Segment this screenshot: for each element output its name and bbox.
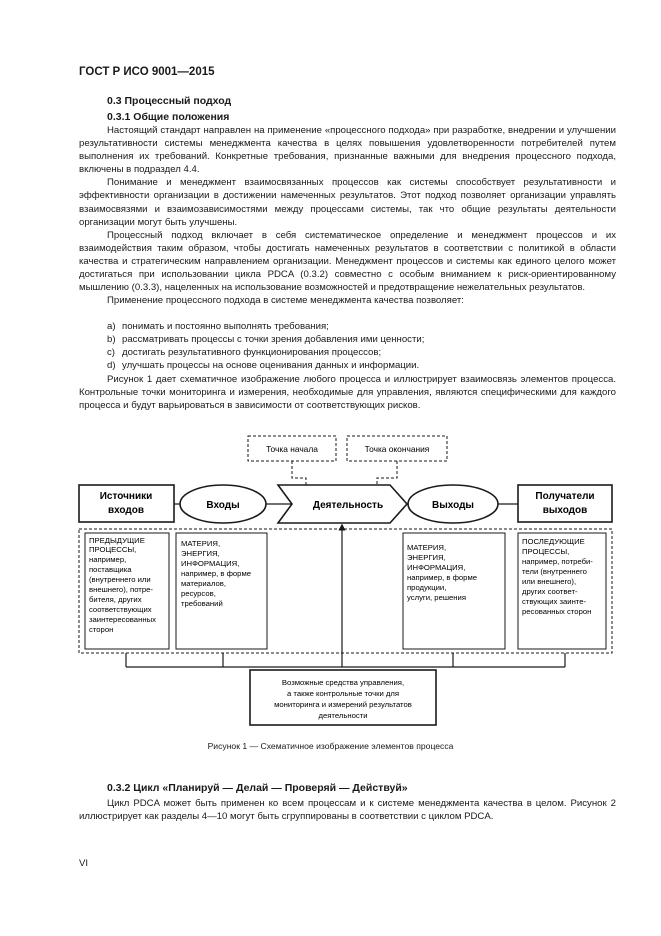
svg-text:ствующих заинте-: ствующих заинте- [522,597,587,606]
svg-text:МАТЕРИЯ,: МАТЕРИЯ, [407,543,447,552]
list-item: a) понимать и постоянно выполнять требования; [107,321,329,332]
svg-text:деятельности: деятельности [318,711,368,720]
inputs-title: Входы [206,500,240,511]
sources-title-2: входов [107,505,145,516]
sources-detail-text [89,536,156,634]
svg-text:ИНФОРМАЦИЯ,: ИНФОРМАЦИЯ, [407,563,466,572]
svg-text:или внешнего),: или внешнего), [522,577,577,586]
svg-text:МАТЕРИЯ,: МАТЕРИЯ, [181,539,221,548]
svg-text:ПОСЛЕДУЮЩИЕ: ПОСЛЕДУЮЩИЕ [522,537,585,546]
svg-text:других соответ-: других соответ- [522,587,578,596]
svg-text:а также контрольные точки для: а также контрольные точки для [286,689,400,698]
start-point-label: Точка начала [266,444,318,454]
svg-text:бителя, других: бителя, других [89,595,142,604]
activity-title: Деятельность [312,500,384,511]
svg-text:ПРОЦЕССЫ,: ПРОЦЕССЫ, [522,547,570,556]
svg-text:Возможные средства управления,: Возможные средства управления, [281,678,405,687]
svg-text:материалов,: материалов, [181,579,227,588]
section-heading-0-3-1: 0.3.1 Общие положения [107,111,230,123]
outputs-title: Выходы [432,500,474,511]
svg-text:заинтересованных: заинтересованных [89,615,156,624]
svg-text:услуги, решения: услуги, решения [407,593,466,602]
svg-text:соответствующих: соответствующих [89,605,152,614]
paragraph: Процессный подход включает в себя систематическое определение и менеджмент процессов и их взаимодействия таким образом, чтобы достигать намеченных результатов в соответствии с политикой в области качества и стратегическим направлением организации. Менеджмент процессов и системы как единого целого может достигаться при использовании цикла PDCA (0.3.2) совместно с особым вниманием к риск-ориентированному мышлению (0.3.3), нацеленных на использование возможностей и предотвращение нежелательных результатов. [79,229,616,294]
svg-text:требований: требований [181,599,223,608]
paragraph: Настоящий стандарт направлен на применение «процессного подхода» при разработке, внедрении и улучшении результативности системы менеджмента качества в целях повышения удовлетворенности потребителей путем выполнения их требований. Конкретные требования, признанные важными для внедрения процессного подхода, включены в подраздел 4.4. [79,125,616,176]
receivers-detail-text [522,537,593,616]
figure-caption: Рисунок 1 — Схематичное изображение элементов процесса [207,741,454,751]
svg-text:ИНФОРМАЦИЯ,: ИНФОРМАЦИЯ, [181,559,240,568]
svg-text:ПРЕДЫДУЩИЕ: ПРЕДЫДУЩИЕ [89,536,145,545]
svg-text:ЭНЕРГИЯ,: ЭНЕРГИЯ, [407,553,446,562]
sources-title-1: Источники [99,491,153,502]
outputs-detail-text [407,543,477,602]
paragraph: Понимание и менеджмент взаимосвязанных процессов как системы способствует результативности и эффективности организации в достижении намеченных результатов. Этот подход позволяет организации управлять взаимосвязями и взаимозависимостями между процессами системы, так что общие результаты деятельности организации могут быть улучшены. [79,177,616,228]
end-point-label: Точка окончания [364,444,430,454]
svg-text:сторон: сторон [89,625,114,634]
svg-text:ресованных сторон: ресованных сторон [522,607,592,616]
svg-text:например, потреби-: например, потреби- [522,557,593,566]
paragraph: Применение процессного подхода в системе менеджмента качества позволяет: [107,295,464,307]
svg-text:тели (внутреннего: тели (внутреннего [522,567,587,576]
svg-text:мониторинга и измерений резуль: мониторинга и измерений результатов [274,700,412,709]
receivers-title-2: выходов [542,505,588,516]
section-heading-0-3-2: 0.3.2 Цикл «Планируй — Делай — Проверяй — Действуй» [107,782,408,794]
page-number: VI [79,858,89,869]
start-connector [292,461,306,485]
svg-text:ресурсов,: ресурсов, [181,589,216,598]
svg-text:ПРОЦЕССЫ,: ПРОЦЕССЫ, [89,545,137,554]
svg-text:поставщика: поставщика [89,565,132,574]
pdca-paragraph: Цикл PDCA может быть применен ко всем процессам и к системе менеджмента качества в целом. Рисунок 2 иллюстрирует как разделы 4—10 могут быть сгруппированы в соответствии с циклом PDCA. [79,798,616,823]
list-item: d) улучшать процессы на основе оценивания данных и информации. [107,360,420,372]
section-heading-0-3: 0.3 Процессный подход [107,95,232,107]
svg-text:внешнего), потре-: внешнего), потре- [89,585,153,594]
receivers-title-1: Получатели [535,491,595,502]
svg-text:например, в форме: например, в форме [181,569,252,578]
document-header: ГОСТ Р ИСО 9001—2015 [79,66,215,78]
list-item: c) достигать результативного функционирования процессов; [107,347,382,359]
inputs-detail-text [181,539,251,608]
svg-text:(внутреннего или: (внутреннего или [89,575,151,584]
svg-text:например, в форме: например, в форме [407,573,478,582]
list-item: b) рассматривать процессы с точки зрения добавления ими ценности; [107,334,425,346]
svg-text:например,: например, [89,555,127,564]
figure-intro-paragraph: Рисунок 1 дает схематичное изображение любого процесса и иллюстрирует взаимосвязь элементов процесса. Контрольные точки мониторинга и измерения, необходимые для управления, являются специфическими для каждого процесса и будут варьироваться в зависимости от соответствующих рисков. [79,374,616,412]
svg-text:ЭНЕРГИЯ,: ЭНЕРГИЯ, [181,549,220,558]
end-connector [377,461,397,485]
svg-text:продукции,: продукции, [407,583,447,592]
